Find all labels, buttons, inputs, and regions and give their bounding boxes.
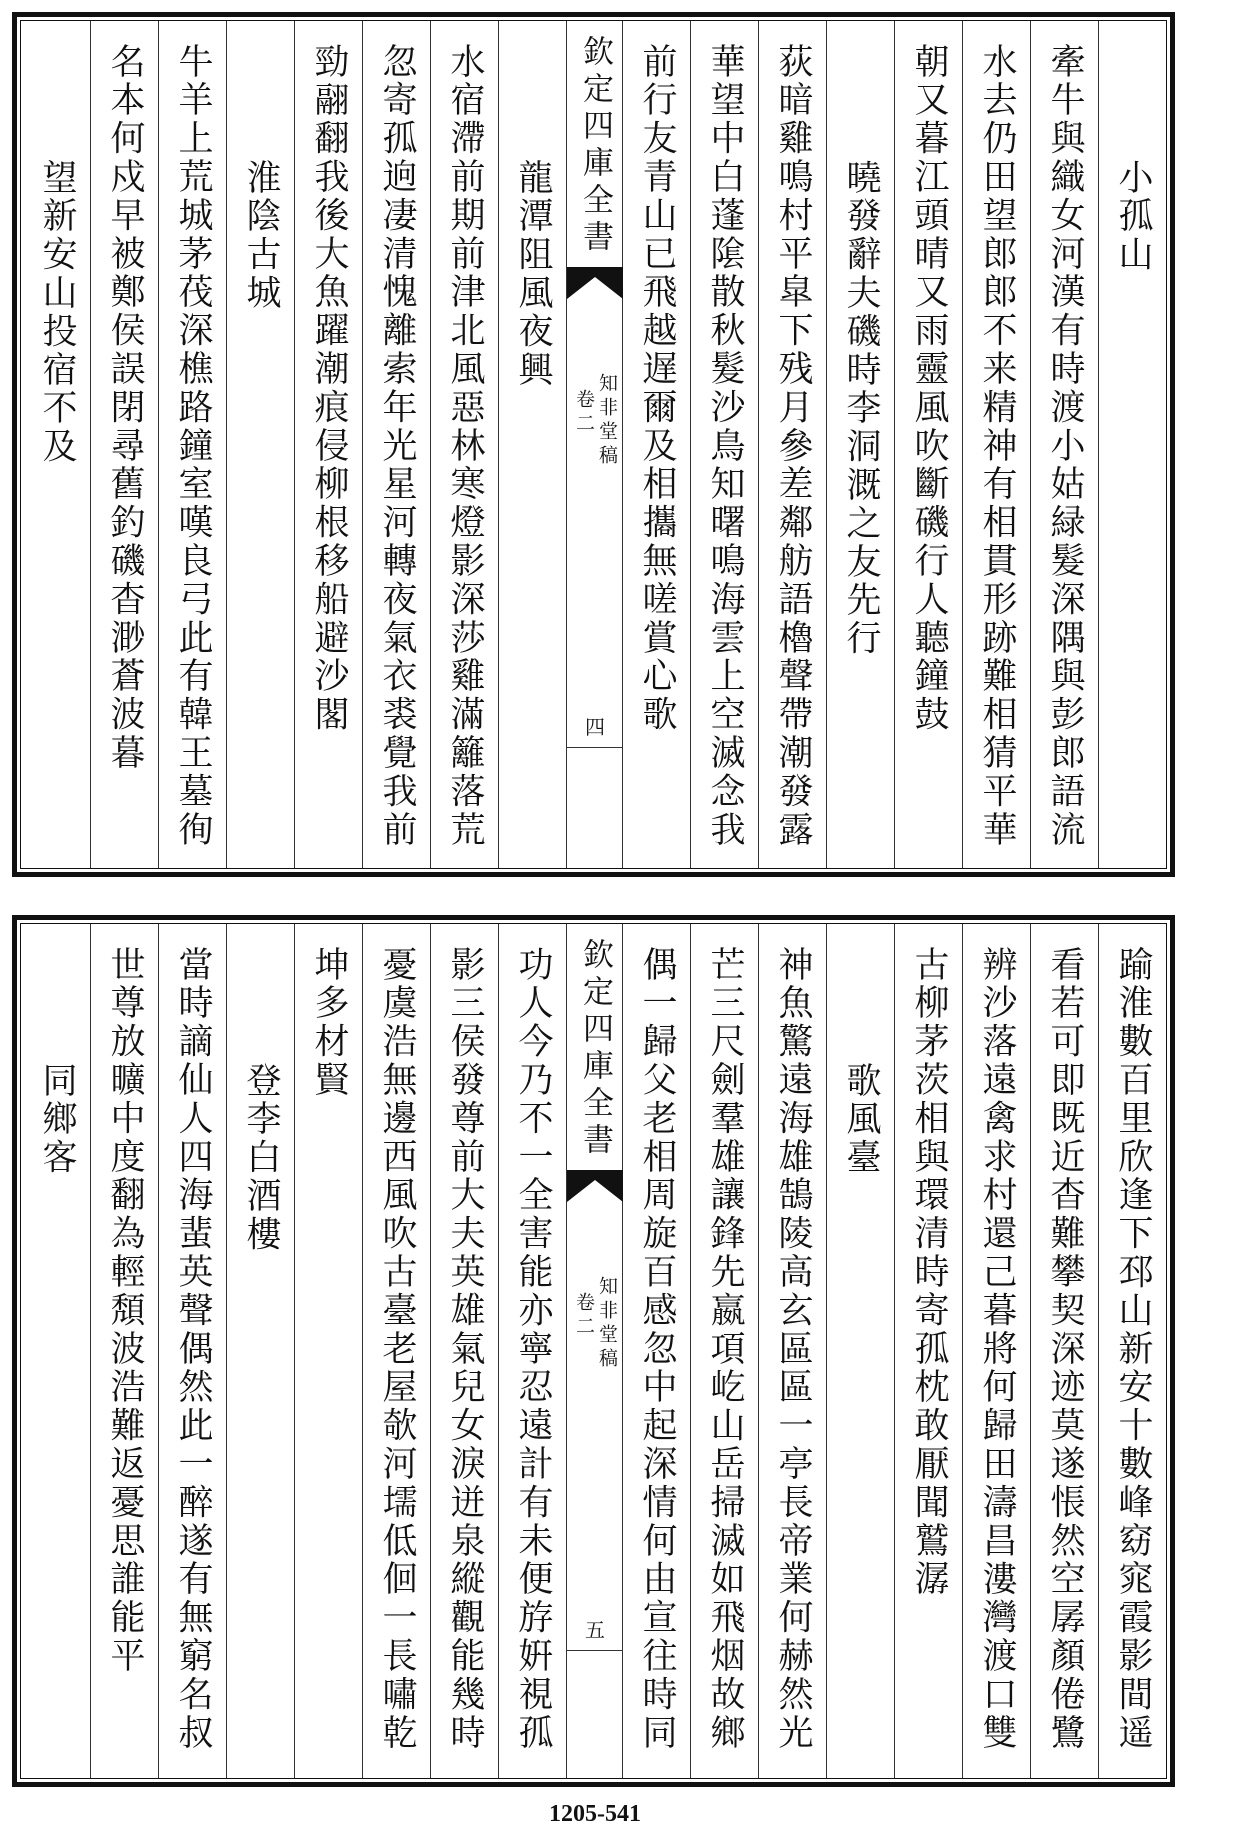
verse-column: 看若可即既近杳難攀契深迹莫遂悵然空孱顏倦鷺 bbox=[1030, 924, 1098, 1778]
page-leaf-lower bbox=[12, 915, 1175, 1787]
page-number: 四 bbox=[585, 715, 605, 739]
verse-column: 踰淮數百里欣逢下邳山新安十數峰窈窕霞影間遥 bbox=[1098, 924, 1166, 1778]
verse-column: 憂虞浩無邊西風吹古臺老屋欹河壖低佪一長嘯乾 bbox=[362, 924, 430, 1778]
verse-column: 勁翮翻我後大魚躍潮痕侵柳根移船避沙閣 bbox=[294, 21, 362, 868]
poem-title: 同鄉客 bbox=[37, 1062, 77, 1178]
verse-column: 牽牛與織女河漢有時渡小姑緑髮深隅與彭郎語流 bbox=[1030, 21, 1098, 868]
verse-column: 名本何戍早被鄭侯誤閉尋舊釣磯杳渺蒼波暮 bbox=[90, 21, 158, 868]
verse-column: 水去仍田望郎郎不来精神有相貫形跡難相猜平華 bbox=[962, 21, 1030, 868]
verse-column: 坤多材賢 bbox=[294, 924, 362, 1778]
page-number: 五 bbox=[585, 1618, 605, 1642]
fold-header: 欽定四庫全書 bbox=[577, 938, 613, 1160]
fold-column bbox=[566, 21, 622, 868]
verse-column: 世尊放曠中度翻為輕頽波浩難返憂思誰能平 bbox=[90, 924, 158, 1778]
verse-column: 芒三尺劍羣雄讓鋒先嬴項屹山岳掃滅如飛烟故鄉 bbox=[690, 924, 758, 1778]
verse-column: 神魚驚遠海雄鵠陵高玄區區一亭長帝業何赫然光 bbox=[758, 924, 826, 1778]
page-leaf-upper bbox=[12, 12, 1175, 877]
fold-rule bbox=[567, 747, 623, 748]
poem-title: 曉發辭夫磯時李洞溉之友先行 bbox=[826, 21, 894, 868]
fold-book-title: 知非堂稿 bbox=[596, 373, 618, 469]
fold-rule bbox=[567, 1650, 623, 1651]
poem-title: 登李白酒樓 bbox=[226, 924, 294, 1778]
poem-title: 龍潭阻風夜興 bbox=[498, 21, 566, 868]
verse-column: 朝又暮江頭晴又雨靈風吹斷磯行人聽鐘鼓 bbox=[894, 21, 962, 868]
verse-column: 偶一歸父老相周旋百感忽中起深情何由宣往時同 bbox=[622, 924, 690, 1778]
fish-tail-mark bbox=[567, 1170, 623, 1204]
poem-title: 望新安山投宿不及 bbox=[37, 159, 77, 467]
leaf-frame bbox=[20, 923, 1167, 1779]
verse-column: 水宿滯前期前津北風惡林寒燈影深莎雞滿籬落荒 bbox=[430, 21, 498, 868]
verse-column: 功人今乃不一全害能亦寧忍遠計有未便斿姸視孤 bbox=[498, 924, 566, 1778]
verse-column: 前行友青山已飛越遅爾及相攜無嗟賞心歌 bbox=[622, 21, 690, 868]
verse-column: 忽寄孤逈凄清愧離索年光星河轉夜氣衣裘覺我前 bbox=[362, 21, 430, 868]
fold-volume-label: 卷二 bbox=[573, 1292, 595, 1340]
verse-column: 當時謫仙人四海蜚英聲偶然此一醉遂有無窮名叔 bbox=[158, 924, 226, 1778]
poem-title: 淮陰古城 bbox=[226, 21, 294, 868]
fold-header: 欽定四庫全書 bbox=[577, 35, 613, 257]
verse-column: 辨沙落遠禽求村還己暮將何歸田濤昌漊灣渡口雙 bbox=[962, 924, 1030, 1778]
verse-column: 牛羊上荒城茅茷深樵路鐘室嘆良弓此有韓王墓徇 bbox=[158, 21, 226, 868]
verse-column: 影三侯發尊前大夫英雄氣兒女淚迸泉縱觀能幾時 bbox=[430, 924, 498, 1778]
fold-book-title: 知非堂稿 bbox=[596, 1276, 618, 1372]
leaf-frame bbox=[20, 20, 1167, 869]
fold-column bbox=[566, 924, 622, 1778]
catalog-number: 1205-541 bbox=[549, 1801, 641, 1827]
verse-column: 荻暗雞鳴村平皐下残月參差鄰舫語櫓聲帶潮發露 bbox=[758, 21, 826, 868]
fish-tail-mark bbox=[567, 267, 623, 301]
poem-title: 小孤山 bbox=[1098, 21, 1166, 868]
fold-volume-label: 卷二 bbox=[573, 389, 595, 437]
verse-column: 古柳茅茨相與環清時寄孤枕敢厭聞鷲潺 bbox=[894, 924, 962, 1778]
poem-title: 歌風臺 bbox=[826, 924, 894, 1778]
verse-column: 華望中白蓬隂散秋髮沙鳥知曙鳴海雲上空滅念我 bbox=[690, 21, 758, 868]
